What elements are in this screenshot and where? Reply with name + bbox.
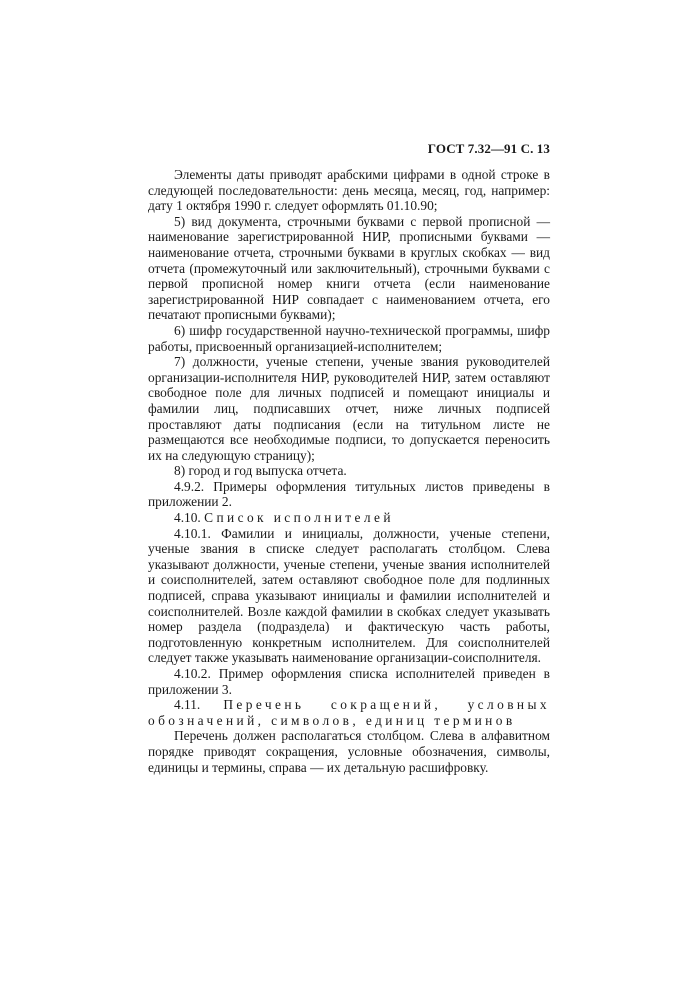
- body-text: [148, 167, 550, 775]
- section-heading-4-11: [148, 697, 550, 728]
- paragraph-item-7: 7) должности, ученые степени, ученые звания руководителей организации-исполнителя НИР, руководителей НИР, затем оставляют свободное поле для личных подписей и помещают инициалы и фамилии лиц, подписавших отчет, ниже личных подписей проставляют даты подписания (если на титульном листе не размещаются все необходимые подписи, то допускается переносить их на следующую страницу);: [148, 354, 550, 463]
- paragraph-4-10-1: 4.10.1. Фамилии и инициалы, должности, ученые степени, ученые звания в списке следует располагать столбцом. Слева указывают должности, ученые степени, ученые звания исполнителей и соисполнителей, затем оставляют свободное поле для подлинных подписей, справа указывают инициалы и фамилии исполнителей и соисполнителей. Возле каждой фамилии в скобках следует указывать номер раздела (подраздела) и фактическую часть работы, подготовленную конкретным исполнителем. Для соисполнителей следует также указывать наименование организации-соисполнителя.: [148, 525, 550, 666]
- section-number: 4.10.: [174, 510, 201, 526]
- paragraph-item-8: 8) город и год выпуска отчета.: [174, 463, 347, 479]
- paragraph-4-10-2: 4.10.2. Пример оформления списка исполнителей приведен в приложении 3.: [148, 666, 550, 697]
- paragraph-item-6: 6) шифр государственной научно-технической программы, шифр работы, присвоенный организацией-исполнителем;: [148, 322, 550, 354]
- paragraph-date-format: Элементы даты приводят арабскими цифрами в одной строке в следующей последовательности: день месяца, месяц, год, например: дату 1 октября 1990 г. следует оформлять 01.10.90;: [148, 167, 550, 214]
- section-title: Перечень сокращений, условных обозначений, символов, единиц терминов: [148, 697, 550, 728]
- paragraph-abbreviations-list: Перечень должен располагаться столбцом. Слева в алфавитном порядке приводят сокращения, условные обозначения, символы, единицы и термины, справа — их детальную расшифровку.: [148, 728, 550, 775]
- section-title: Список исполнителей: [204, 510, 394, 526]
- section-heading-4-10: [148, 510, 550, 526]
- running-header: ГОСТ 7.32—91 С. 13: [427, 141, 550, 156]
- section-number: 4.11.: [174, 697, 201, 713]
- paragraph-4-9-2: 4.9.2. Примеры оформления титульных листов приведены в приложении 2.: [148, 478, 550, 510]
- paragraph-item-5: 5) вид документа, строчными буквами с первой прописной — наименование зарегистрированной НИР, прописными буквами — наименование отчета, строчными буквами в круглых скобках — вид отчета (промежуточный или заключительный), строчными буквами с первой прописной номер книги отчета (если наименование зарегистрированной НИР совпадает с наименованием отчета, его печатают прописными буквами);: [148, 213, 550, 323]
